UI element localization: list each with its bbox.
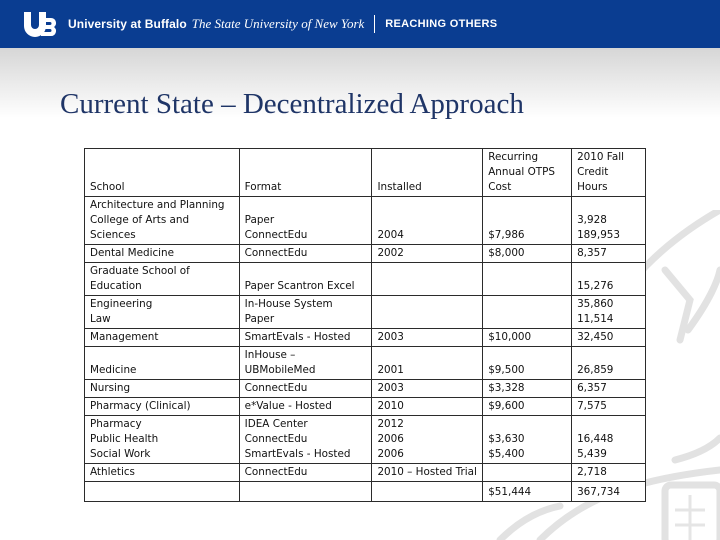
cell-line: 8,357 <box>577 247 607 259</box>
cell-line: $10,000 <box>488 331 532 343</box>
cell-line: 32,450 <box>577 331 614 343</box>
cell-line: Paper <box>244 313 275 325</box>
cell-line: 2006 <box>377 433 404 445</box>
cell-line: e*Value - Hosted <box>244 400 332 412</box>
cell-line: 35,860 <box>577 298 614 310</box>
header-tagline: REACHING OTHERS <box>385 18 498 30</box>
cell-line <box>377 279 477 294</box>
university-name: University at Buffalo <box>68 17 187 31</box>
table-row <box>85 347 646 380</box>
cell-line: Pharmacy <box>90 418 142 430</box>
cell-school <box>85 398 240 416</box>
cell-line: 2003 <box>377 382 404 394</box>
cell-credit-hours <box>572 329 646 347</box>
cell-line: 2001 <box>377 364 404 376</box>
cell-credit-hours <box>572 398 646 416</box>
cell-line <box>377 312 477 327</box>
cell-line <box>488 417 566 432</box>
table-row <box>85 416 646 464</box>
cell-line: Public Health <box>90 433 159 445</box>
cell-school <box>85 296 240 329</box>
ub-logo[interactable] <box>22 9 62 39</box>
cell-cost <box>483 347 572 380</box>
cell-line <box>488 213 566 228</box>
cell-line: 3,928 <box>577 214 607 226</box>
header-banner <box>0 0 720 48</box>
cell-school: School <box>85 149 240 197</box>
cell-line: $7,986 <box>488 229 525 241</box>
table-row <box>85 296 646 329</box>
cell-credit-hours <box>572 416 646 464</box>
cell-line: Management <box>90 331 159 343</box>
cell-line: 26,859 <box>577 364 614 376</box>
table-row <box>85 263 646 296</box>
otps-table <box>84 148 646 502</box>
cell-installed <box>372 296 483 329</box>
cell-line: 2002 <box>377 247 404 259</box>
cell-line <box>488 465 566 480</box>
cell-format <box>239 380 372 398</box>
cell-line: 16,448 <box>577 433 614 445</box>
cell-format <box>239 263 372 296</box>
cell-cost <box>483 197 572 245</box>
cell-line: Architecture and Planning <box>90 199 225 211</box>
table-row <box>85 329 646 347</box>
cell-credit-hours <box>572 263 646 296</box>
cell-line: Athletics <box>90 466 135 478</box>
cell-line: ConnectEdu <box>244 247 308 259</box>
cell-line: 2003 <box>377 331 404 343</box>
cell-credit-hours <box>572 347 646 380</box>
cell-line: Paper Scantron Excel <box>244 280 355 292</box>
cell-credit-hours: 2010 Fall Credit Hours <box>572 149 646 197</box>
cell-school <box>85 380 240 398</box>
table-row <box>85 197 646 245</box>
cell-line <box>577 417 640 432</box>
cell-school <box>85 263 240 296</box>
cell-installed <box>372 245 483 263</box>
cell-school <box>85 482 240 502</box>
cell-installed <box>372 398 483 416</box>
cell-credit-hours <box>572 380 646 398</box>
cell-line: 7,575 <box>577 400 607 412</box>
cell-format <box>239 482 372 502</box>
totals-row <box>85 482 646 502</box>
cell-line: $8,000 <box>488 247 525 259</box>
cell-line: 5,439 <box>577 448 607 460</box>
cell-line: Paper <box>244 214 275 226</box>
university-subtitle: The State University of New York <box>191 16 365 31</box>
cell-cost <box>483 329 572 347</box>
cell-school <box>85 464 240 482</box>
cell-line: Dental Medicine <box>90 247 175 259</box>
cell-line: 11,514 <box>577 313 614 325</box>
cell-credit-hours: 367,734 <box>572 482 646 502</box>
cell-installed <box>372 380 483 398</box>
cell-line: 2012 <box>377 418 404 430</box>
cell-line: 2,718 <box>577 466 607 478</box>
cell-school <box>85 347 240 380</box>
cell-installed <box>372 347 483 380</box>
cell-format <box>239 296 372 329</box>
cell-line: $3,630 <box>488 433 525 445</box>
cell-line <box>488 279 566 294</box>
table-header-row <box>85 149 646 197</box>
table-row <box>85 464 646 482</box>
cell-line: ConnectEdu <box>244 466 308 478</box>
cell-installed: Installed <box>372 149 483 197</box>
cell-credit-hours <box>572 197 646 245</box>
cell-line <box>488 312 566 327</box>
cell-format <box>239 464 372 482</box>
cell-line: ConnectEdu <box>244 433 308 445</box>
table-row <box>85 245 646 263</box>
cell-line: 6,357 <box>577 382 607 394</box>
cell-cost <box>483 398 572 416</box>
cell-line: In-House System <box>244 298 333 310</box>
cell-cost <box>483 464 572 482</box>
cell-format <box>239 329 372 347</box>
cell-line <box>377 297 477 312</box>
table-row <box>85 380 646 398</box>
cell-cost <box>483 263 572 296</box>
cell-line: IDEA Center <box>244 418 308 430</box>
cell-line: $9,600 <box>488 400 525 412</box>
cell-line: 15,276 <box>577 280 614 292</box>
cell-format <box>239 197 372 245</box>
cell-line: 2010 – Hosted Trial <box>377 466 477 478</box>
cell-line <box>488 297 566 312</box>
cell-line: $9,500 <box>488 364 525 376</box>
cell-installed <box>372 464 483 482</box>
cell-credit-hours <box>572 464 646 482</box>
cell-line: College of Arts and Sciences <box>90 214 190 241</box>
cell-school <box>85 329 240 347</box>
cell-cost <box>483 380 572 398</box>
cell-line: 2006 <box>377 448 404 460</box>
cell-line: ConnectEdu <box>244 229 308 241</box>
cell-line: 2004 <box>377 229 404 241</box>
cell-line <box>377 213 477 228</box>
header-divider <box>374 15 375 33</box>
cell-line: 189,953 <box>577 229 621 241</box>
cell-installed <box>372 329 483 347</box>
cell-installed <box>372 197 483 245</box>
cell-line: Law <box>90 313 111 325</box>
cell-format: Format <box>239 149 372 197</box>
cell-school <box>85 416 240 464</box>
cell-line: ConnectEdu <box>244 382 308 394</box>
cell-line: Medicine <box>90 364 137 376</box>
cell-school <box>85 197 240 245</box>
cell-line: Pharmacy (Clinical) <box>90 400 191 412</box>
cell-cost <box>483 416 572 464</box>
cell-format <box>239 347 372 380</box>
cell-installed <box>372 263 483 296</box>
cell-installed <box>372 416 483 464</box>
cell-line: SmartEvals - Hosted <box>244 331 351 343</box>
cell-line: SmartEvals - Hosted <box>244 448 351 460</box>
cell-format <box>239 416 372 464</box>
cell-line: Social Work <box>90 448 151 460</box>
cell-installed <box>372 482 483 502</box>
cell-line: Nursing <box>90 382 131 394</box>
cell-line: Graduate School of Education <box>90 265 190 292</box>
cell-cost: $51,444 <box>483 482 572 502</box>
cell-line: $5,400 <box>488 448 525 460</box>
cell-format <box>239 245 372 263</box>
slide-title: Current State – Decentralized Approach <box>60 88 524 120</box>
table-row <box>85 398 646 416</box>
cell-line: 2010 <box>377 400 404 412</box>
cell-line: $3,328 <box>488 382 525 394</box>
cell-format <box>239 398 372 416</box>
cell-credit-hours <box>572 245 646 263</box>
cell-line: Engineering <box>90 298 153 310</box>
cell-cost: Recurring Annual OTPS Cost <box>483 149 572 197</box>
cell-credit-hours <box>572 296 646 329</box>
cell-cost <box>483 296 572 329</box>
cell-cost <box>483 245 572 263</box>
cell-line: InHouse – UBMobileMed <box>244 349 316 376</box>
cell-school <box>85 245 240 263</box>
